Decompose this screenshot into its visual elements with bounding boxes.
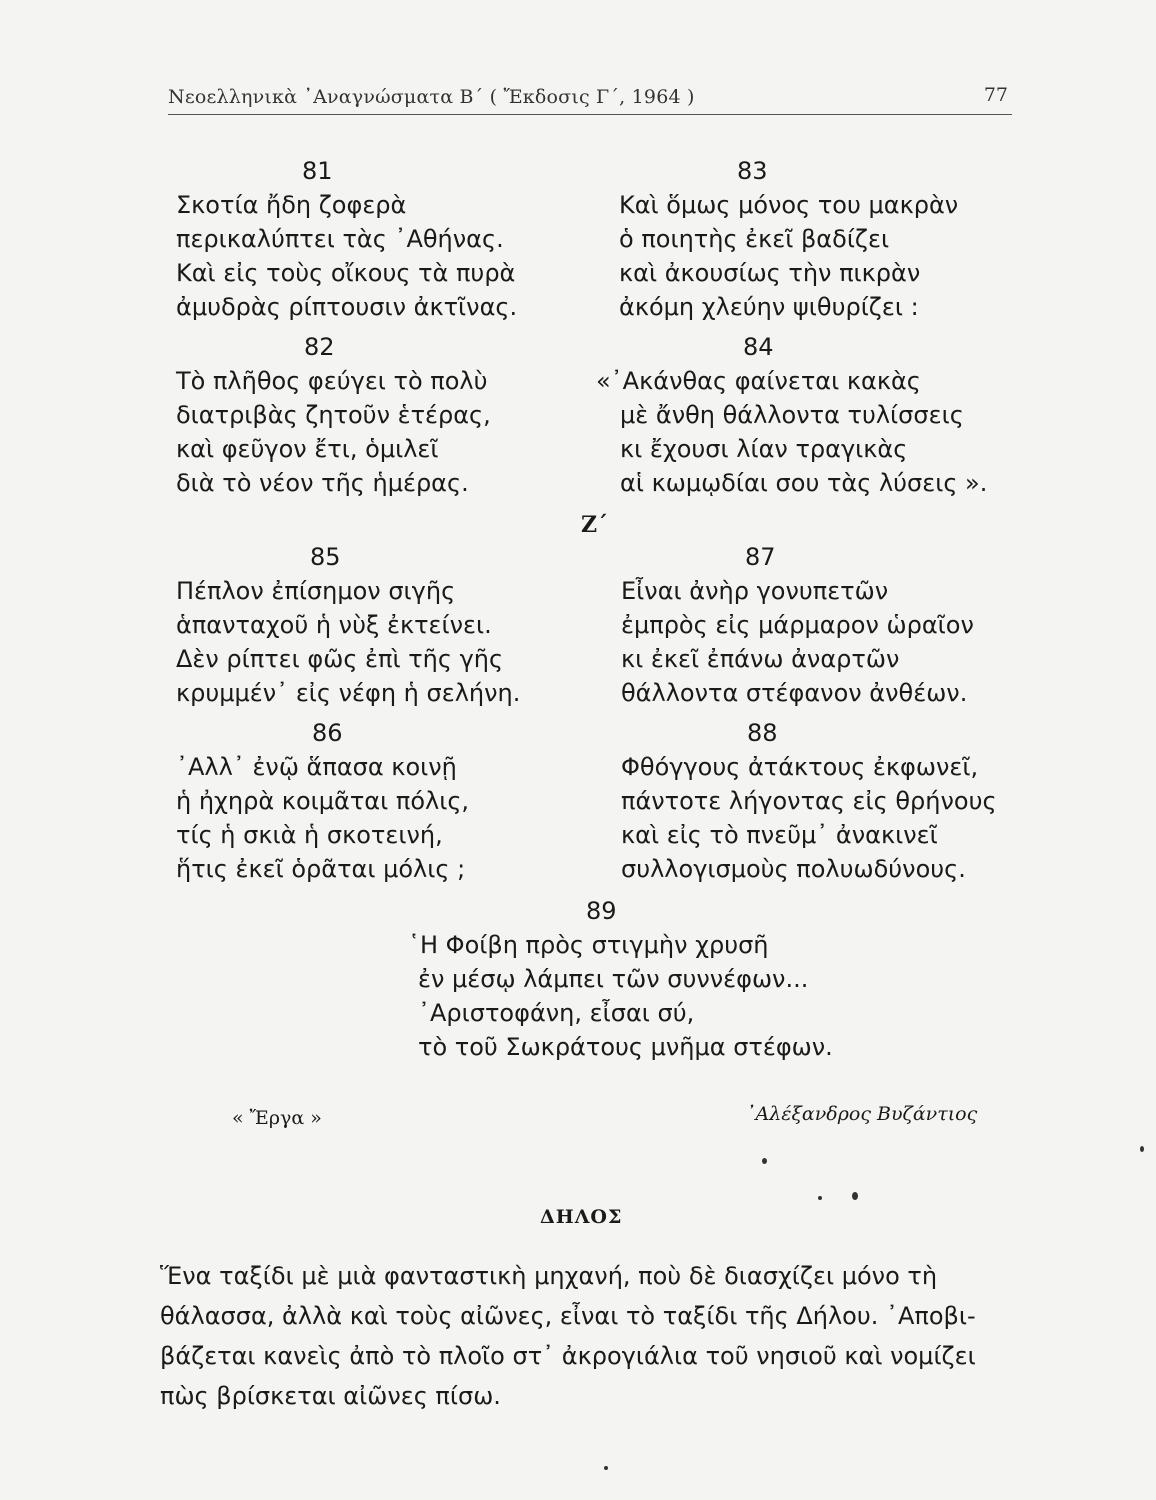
- verse-line: καὶ εἰς τὸ πνεῦμ᾿ ἀνακινεῖ: [621, 821, 938, 849]
- stanza-number: 82: [304, 333, 335, 361]
- verse-line: ἡ ἠχηρὰ κοιμᾶται πόλις,: [176, 787, 470, 815]
- source-citation: « Ἔργα »: [232, 1107, 322, 1129]
- stanza-89: [408, 894, 833, 1064]
- verse-line: πάντοτε λήγοντας εἰς θρήνους: [621, 787, 997, 815]
- stanza-number: 84: [743, 333, 774, 361]
- verse-line: Καὶ εἰς τοὺς οἴκους τὰ πυρὰ: [176, 259, 516, 287]
- verse-line: ἁπανταχοῦ ἡ νὺξ ἐκτείνει.: [176, 611, 492, 639]
- verse-line: ἥτις ἐκεῖ ὁρᾶται μόλις ;: [176, 855, 466, 883]
- stanza-number: 87: [745, 543, 776, 571]
- verse-line: μὲ ἄνθη θάλλοντα τυλίσσεις: [620, 401, 964, 429]
- stanza-87: [621, 540, 974, 710]
- verse-line: «᾿Ακάνθας φαίνεται κακὰς: [596, 367, 921, 395]
- verse-line: ἀκόμη χλεύην ψιθυρίζει :: [619, 293, 919, 321]
- stanza-82: [176, 330, 491, 500]
- author-name: ᾿Αλέξανδρος Βυζάντιος: [746, 1103, 978, 1125]
- verse-line: αἱ κωμῳδίαι σου τὰς λύσεις ».: [620, 469, 988, 497]
- verse-line: ἐν μέσῳ λάμπει τῶν συννέφων...: [418, 965, 809, 993]
- verse-line: κρυμμέν᾿ εἰς νέφη ἡ σελήνη.: [176, 679, 521, 707]
- scan-speck: [762, 1158, 767, 1164]
- stanza-number: 83: [737, 157, 768, 185]
- verse-line: τίς ἡ σκιὰ ἡ σκοτεινή,: [176, 821, 443, 849]
- verse-line: τὸ τοῦ Σωκράτους μνῆμα στέφων.: [418, 1033, 833, 1061]
- section-mark: Ζ΄: [581, 512, 609, 538]
- verse-line: Σκοτία ἤδη ζοφερὰ: [176, 191, 407, 219]
- stanza-number: 88: [747, 719, 778, 747]
- stanza-88: [621, 716, 997, 886]
- verse-line: ᾿Αριστοφάνη, εἶσαι σύ,: [418, 999, 695, 1027]
- verse-line: Καὶ ὅμως μόνος του μακρὰν: [619, 191, 959, 219]
- verse-line: ᾿Αλλ᾿ ἐνῷ ἅπασα κοινῇ: [176, 753, 457, 781]
- verse-line: Εἶναι ἀνὴρ γονυπετῶν: [621, 577, 889, 605]
- scan-speck: [818, 1196, 822, 1200]
- verse-line: Φθόγγους ἀτάκτους ἐκφωνεῖ,: [621, 753, 979, 781]
- verse-line: κι ἐκεῖ ἐπάνω ἀναρτῶν: [621, 645, 900, 673]
- book-title: Νεοελληνικὰ ᾿Αναγνώσματα Β΄ ( Ἔκδοσις Γ΄, 1964 ): [168, 86, 695, 108]
- verse-line: κι ἔχουσι λίαν τραγικὰς: [620, 435, 908, 463]
- verse-line: θάλλοντα στέφανον ἀνθέων.: [621, 679, 968, 707]
- verse-line: καὶ ἀκουσίως τὴν πικρὰν: [619, 259, 921, 287]
- prose-line: βάζεται κανεὶς ἀπὸ τὸ πλοῖο στ᾿ ἀκρογιάλια τοῦ νησιοῦ καὶ νομίζει: [160, 1342, 976, 1370]
- verse-line: διατριβὰς ζητοῦν ἑτέρας,: [176, 401, 491, 429]
- verse-line: ῾Η Φοίβη πρὸς στιγμὴν χρυσῆ: [408, 931, 769, 959]
- scan-speck: [1140, 1146, 1144, 1152]
- verse-line: ἀμυδρὰς ρίπτουσιν ἀκτῖνας.: [176, 293, 518, 321]
- prose-line: θάλασσα, ἀλλὰ καὶ τοὺς αἰῶνες, εἶναι τὸ ταξίδι τῆς Δήλου. ᾿Αποβι-: [160, 1302, 976, 1330]
- verse-line: συλλογισμοὺς πολυωδύνους.: [621, 855, 966, 883]
- stanza-85: [176, 540, 520, 710]
- prose-line: πὼς βρίσκεται αἰῶνες πίσω.: [160, 1382, 501, 1410]
- stanza-83: [619, 154, 958, 324]
- scan-speck: [852, 1192, 858, 1200]
- stanza-number: 85: [310, 543, 341, 571]
- stanza-84: [596, 330, 987, 500]
- scan-speck: [604, 1466, 608, 1470]
- verse-line: διὰ τὸ νέον τῆς ἡμέρας.: [176, 469, 469, 497]
- stanza-number: 89: [586, 897, 617, 925]
- stanza-number: 86: [312, 719, 343, 747]
- verse-line: ἐμπρὸς εἰς μάρμαρον ὡραῖον: [621, 611, 974, 639]
- verse-line: Δὲν ρίπτει φῶς ἐπὶ τῆς γῆς: [176, 645, 504, 673]
- section-title: ΔΗΛΟΣ: [540, 1206, 623, 1228]
- running-header: [168, 84, 1012, 115]
- prose-paragraph: [160, 1256, 1030, 1416]
- stanza-86: [176, 716, 469, 886]
- stanza-81: [176, 154, 517, 324]
- verse-line: περικαλύπτει τὰς ᾿Αθήνας.: [176, 225, 504, 253]
- page-number: 77: [983, 84, 1008, 106]
- prose-line: Ἕνα ταξίδι μὲ μιὰ φανταστικὴ μηχανή, ποὺ δὲ διασχίζει μόνο τὴ: [160, 1262, 938, 1290]
- verse-line: Τὸ πλῆθος φεύγει τὸ πολὺ: [176, 367, 488, 395]
- verse-line: καὶ φεῦγον ἔτι, ὁμιλεῖ: [176, 435, 439, 463]
- verse-line: ὁ ποιητὴς ἐκεῖ βαδίζει: [619, 225, 890, 253]
- stanza-number: 81: [302, 157, 333, 185]
- verse-line: Πέπλον ἐπίσημον σιγῆς: [176, 577, 456, 605]
